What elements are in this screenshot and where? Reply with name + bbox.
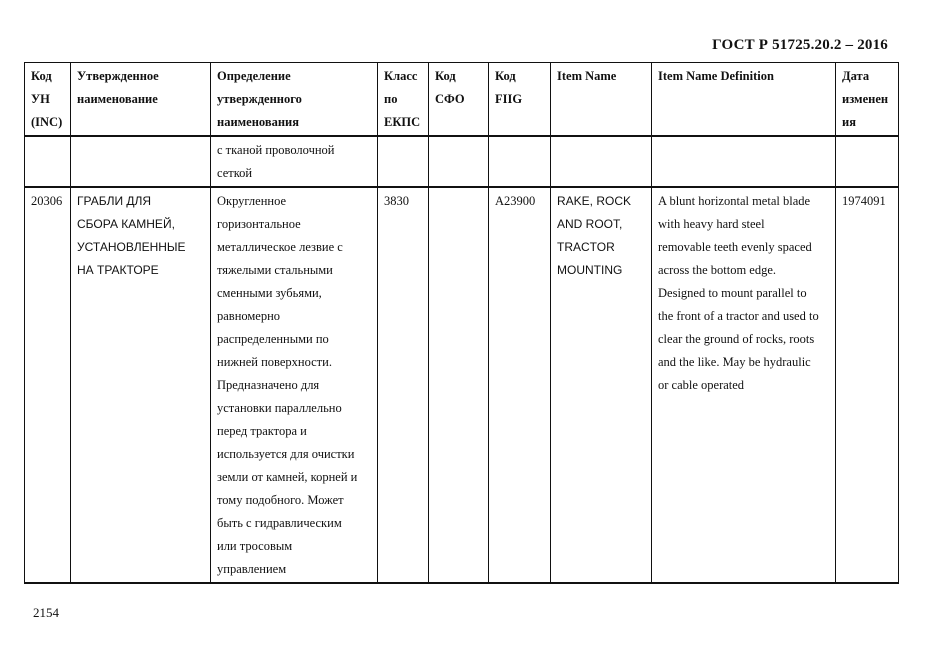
cell-item-name-definition: A blunt horizontal metal blade with heavy hard steel removable teeth evenly spaced across the bottom edge. Designed to mount parallel to the front of a tractor and used to clear the ground of rocks, roots and the like. May be hydraulic or cable operated (652, 187, 836, 583)
cell-fiig-code: A23900 (489, 187, 551, 583)
table-row-continuation (25, 136, 899, 187)
cell-empty (71, 136, 211, 187)
cell-change-date: 1974091 (836, 187, 899, 583)
col-header-ekps-class: Класс по ЕКПС (378, 63, 429, 137)
cell-empty (551, 136, 652, 187)
col-header-change-date: Дата изменен ия (836, 63, 899, 137)
cell-empty (652, 136, 836, 187)
cell-empty (429, 136, 489, 187)
cell-ekps-class: 3830 (378, 187, 429, 583)
page-number: 2154 (33, 605, 59, 620)
cell-empty (25, 136, 71, 187)
col-header-item-name-definition: Item Name Definition (652, 63, 836, 137)
col-header-approved-name: Утвержденное наименование (71, 63, 211, 137)
nomenclature-table (24, 62, 899, 584)
document-code: ГОСТ Р 51725.20.2 – 2016 (712, 37, 888, 53)
col-header-definition: Определение утвержденного наименования (211, 63, 378, 137)
cell-item-name: RAKE, ROCK AND ROOT, TRACTOR MOUNTING (551, 187, 652, 583)
cell-definition: Округленное горизонтальное металлическое лезвие с тяжелыми стальными сменными зубьями, равномерно распределенными по нижней поверхности. Предназначено для установки параллельно перед трактора и используется для очистки земли от камней, корней и тому подобного. Может быть с гидравлическим или тросовым управлением (211, 187, 378, 583)
cell-empty (836, 136, 899, 187)
cell-inc: 20306 (25, 187, 71, 583)
cell-sfo-code (429, 187, 489, 583)
table-header-row (25, 63, 899, 137)
col-header-item-name: Item Name (551, 63, 652, 137)
cell-definition-continuation: с тканой проволочной сеткой (211, 136, 378, 187)
cell-approved-name: ГРАБЛИ ДЛЯ СБОРА КАМНЕЙ, УСТАНОВЛЕННЫЕ НА ТРАКТОРЕ (71, 187, 211, 583)
col-header-inc: Код УН (INC) (25, 63, 71, 137)
table-row (25, 187, 899, 583)
col-header-fiig-code: Код FIIG (489, 63, 551, 137)
cell-empty (489, 136, 551, 187)
cell-empty (378, 136, 429, 187)
col-header-sfo-code: Код СФО (429, 63, 489, 137)
